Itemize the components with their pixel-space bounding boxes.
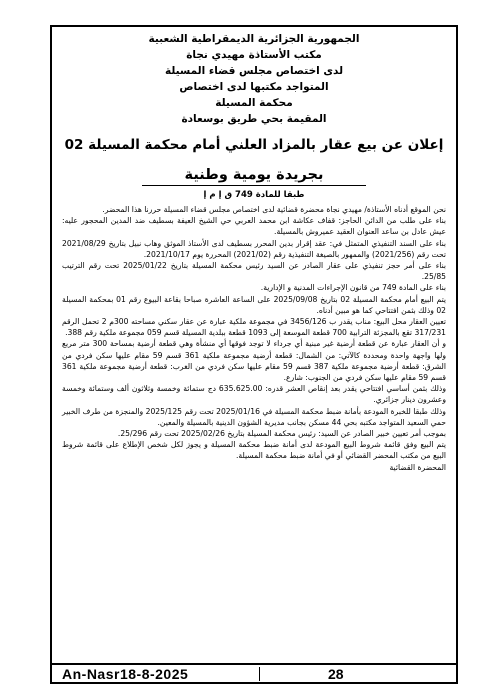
header-line: محكمة المسيلة [215, 97, 293, 109]
header-line: الجمهورية الجزائرية الديمقراطية الشعبية [148, 33, 360, 45]
body-paragraph: و أن العقار عبارة عن قطعة أرضية غير مبنية أي جرداء لا توجد فوقها أي منشأة وهي قطعة أرضية بمساحة 300 متر مربع ولها واجهة واحدة ومحددة كالآتي: من الشمال: قطعة أرضية مجموعة ملكية 361 قسم 59 مقام عليها سكن فردي من الشرق: قطعة أرضية مجموعة ملكية 387 قسم 59 مقام عليها سكن فردي من الغرب: قطعة أرضية مجموعة ملكية 361 قسم 59 مقام عليها سكن فردي من الجنوب: شارع. [62, 339, 446, 383]
body-paragraph: بموجب أمر تعيين خبير الصادر عن السيد: رئيس محكمة المسيلة بتاريخ 2025/02/26 تحت رقم 25/296. [117, 429, 446, 439]
body-paragraph: تعيين العقار محل البيع: مناب يقدر ب 3456/126 في مجموعة ملكية عبارة عن عقار سكني مساحته 300م 2 تحمل الرقم 317/231 تقع بالمجزئة الترابية 700 قطعة الموسعة إلى 1093 قطعة ببلدية المسيلة قسم 059 مجموعة ملكية رقم 388. [62, 317, 446, 338]
body-paragraph: بناء على السند التنفيذي المتمثل في: عقد إقرار بدين المحرر بسطيف لدى الأستاذ الموثق وهاب نبيل بتاريخ 2021/08/29 تحت رقم (2021/256) والممهور بالصيغة التنفيذية رقم (2021/02) المحررة يوم 2021/10/17. [62, 238, 446, 259]
header-line: لدى اختصاص مجلس قضاء المسيلة [164, 65, 344, 77]
legal-notice-page [50, 25, 458, 665]
publication-name-date: An-Nasr18-8-2025 [62, 666, 189, 682]
header-line: المتواجد مكتبها لدى اختصاص [179, 81, 329, 93]
body-paragraph: يتم البيع وفق قائمة شروط البيع المودعة لدى أمانة ضبط محكمة المسيلة و يجوز لكل شخص الإطلاع على قائمة شروط البيع من مكتب المحضر القضائي أو في أمانة ضبط محكمة المسيلة. [62, 440, 446, 461]
newspaper-line: بجريدة يومية وطنية [184, 167, 324, 183]
notice-body [52, 200, 456, 473]
page-number: 28 [328, 666, 344, 682]
body-paragraph: بناء على طلب من الدائن الحاجز: قفاف عكاشة ابن محمد العربي حي الشيخ العيفة بسطيف ضد المدين المحجور عليه: عيش عادل بن ساعد العنوان العقيد عميروش بالمسيلة. [62, 216, 446, 237]
header-line: مكتب الأستاذة مهيدي نجاة [186, 49, 322, 61]
body-paragraph: بناء على أمر حجز تنفيذي على عقار الصادر عن السيد رئيس محكمة المسيلة بتاريخ 2025/01/22 تحت رقم الترتيب 25/85. [62, 261, 446, 282]
signature-line: المحضرة القضائية [389, 462, 446, 472]
body-paragraph: وذلك بثمن أساسي افتتاحي يقدر بعد إنقاص العشر قدره: 635.625.00 دج ستمائة وخمسة وثلاثون ألف وستمائة وخمسة وعشرون دينار جزائري. [62, 384, 446, 405]
header-line: المقيمة بحي طريق بوسعادة [181, 113, 327, 125]
title-divider [142, 185, 366, 186]
page-footer [50, 665, 458, 684]
body-paragraph: وذلك طبقا للخبرة المودعة بأمانة ضبط محكمة المسيلة في 2025/01/16 تحت رقم 2025/125 والمنجزة من طرف الخبير حمي السعيد المتواجد مكتبه بحي 44 مسكن بجانب مديرية الشؤون الدينية بالمسيلة والمعين. [62, 406, 446, 427]
notice-header [52, 31, 456, 127]
footer-divider [259, 667, 260, 681]
notice-title: إعلان عن بيع عقار بالمزاد العلني أمام محكمة المسيلة 02 [64, 137, 444, 153]
body-paragraph: يتم البيع أمام محكمة المسيلة 02 بتاريخ 2025/09/08 على الساعة العاشرة صباحا بقاعة البيوع رقم 01 بمحكمة المسيلة 02 وذلك بثمن افتتاحي كما هو مبين أدناه. [62, 294, 446, 315]
body-paragraph: نحن الموقع أدناه الأستاذة/ مهيدي نجاة محضرة قضائية لدى اختصاص مجلس قضاء المسيلة حررنا هذا المحضر. [102, 205, 446, 214]
article-reference: طبقا للمادة 749 ق إ م إ [203, 190, 305, 200]
body-paragraph: بناء على المادة 749 من قانون الإجراءات المدنية و الإدارية. [260, 283, 446, 293]
